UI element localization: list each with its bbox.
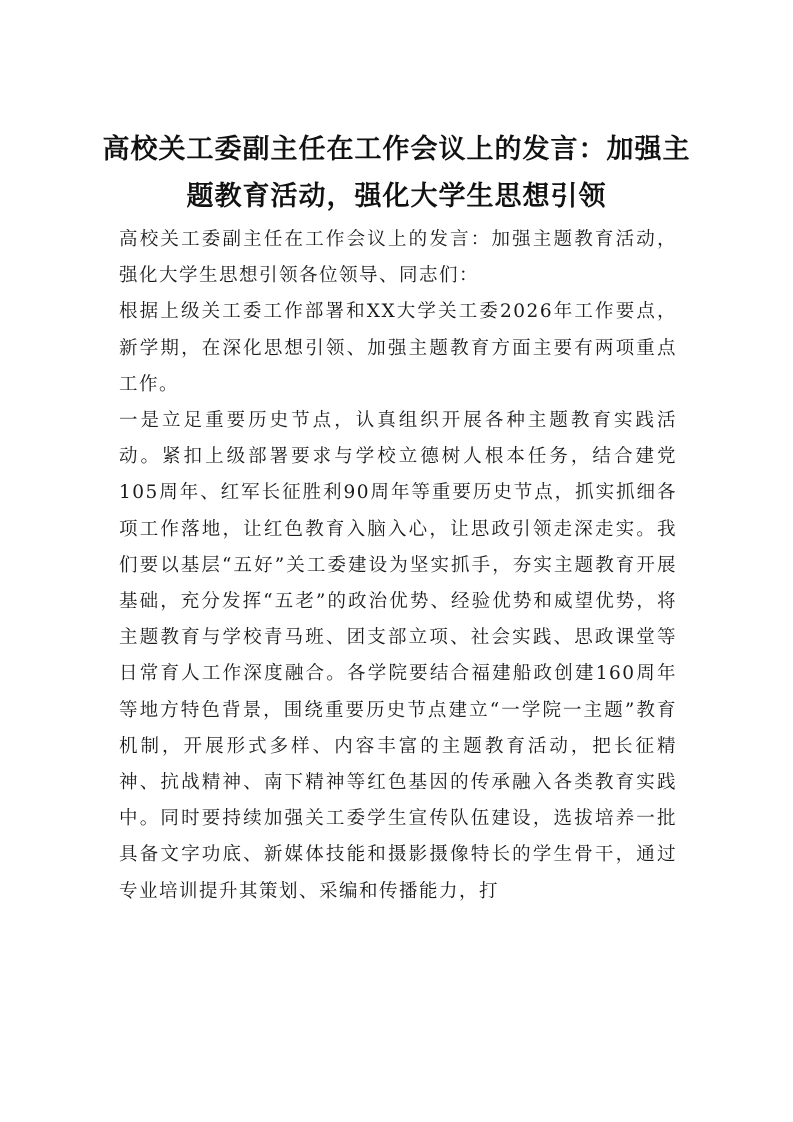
paragraph-point-one: 一是立足重要历史节点，认真组织开展各种主题教育实践活动。紧扣上级部署要求与学校立德树人根本任务，结合建党105周年、红军长征胜利90周年等重要历史节点，抓实抓细各项工作落地，让红色教育入脑入心，让思政引领走深走实。我们要以基层“五好”关工委建设为坚实抓手，夯实主题教育开展基础，充分发挥“五老”的政治优势、经验优势和威望优势，将主题教育与学校青马班、团支部立项、社会实践、思政课堂等日常育人工作深度融合。各学院要结合福建船政创建160周年等地方特色背景，围绕重要历史节点建立“一学院一主题”教育机制，开展形式多样、内容丰富的主题教育活动，把长征精神、抗战精神、南下精神等红色基因的传承融入各类教育实践中。同时要持续加强关工委学生宣传队伍建设，选拔培养一批具备文字功底、新媒体技能和摄影摄像特长的学生骨干，通过专业培训提升其策划、采编和传播能力，打	[119, 410, 677, 902]
paragraph-intro: 根据上级关工委工作部署和XX大学关工委2026年工作要点，新学期，在深化思想引领、加强主题教育方面主要有两项重点工作。	[119, 301, 677, 395]
document-title: 高校关工委副主任在工作会议上的发言：加强主题教育活动，强化大学生思想引领	[102, 134, 691, 212]
paragraph-greeting: 高校关工委副主任在工作会议上的发言：加强主题教育活动，强化大学生思想引领各位领导、同志们：	[119, 229, 677, 287]
document-body	[119, 222, 677, 910]
